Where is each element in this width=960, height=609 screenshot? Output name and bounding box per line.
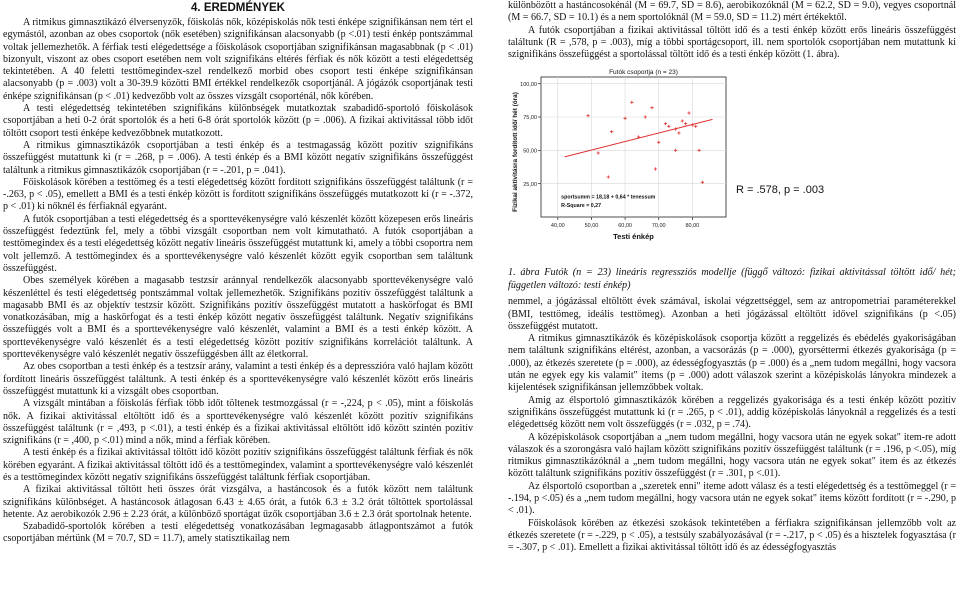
left-body-paragraph: A vizsgált mintában a főiskolás férfiak több időt töltenek testmozgással (r = -,224, p < .05), mint a főiskolás nők. A fizikai aktivitással eltöltött idő és a sporttevékenységre való készenlét között pozitív szignifikáns összefüggést találtunk (r = ,493, p <.01), a testi énkép és a fizikai aktivitással eltöltött idő között szintén pozitív szignifikáns (r = ,400, p <.01) mind a nők, mind a férfiak körében. xyxy=(3,398,473,447)
y-tick-label: 75,00 xyxy=(523,115,537,122)
x-tick-label: 70,00 xyxy=(651,223,666,230)
figure-caption: 1. ábra Futók (n = 23) lineáris regressziós modellje (függő változó: fizikai aktivitással töltött idő/ hét; független változó: testi énkép) xyxy=(508,267,956,291)
left-body xyxy=(3,17,473,546)
chart-title: Futók csoportja (n = 23) xyxy=(609,69,678,77)
x-tick-label: 40,00 xyxy=(550,223,565,230)
left-body-paragraph: A testi elégedettség tekintetében szignifikáns különbségek mutatkoztak szabadidő-sportoló főiskolások csoportjában a heti 0-2 órát sportolók és a heti 6-8 órát sportolók között (p = .006). A fizikai aktivitással több időt töltött csoport testi énképe kedvezőbbnek mutatkozott. xyxy=(3,103,473,139)
right-body-paragraph: nemmel, a jógázással eltöltött évek számával, iskolai végzettséggel, sem az antropometriai paraméterekkel (BMI, testtömeg, ideális testtömeg). Azonban a heti jógázással eltöltött idővel szignifikáns (p <.05) összefüggést mutatott. xyxy=(508,296,956,332)
r-value-label: R = .578, p = .003 xyxy=(736,184,825,197)
y-tick-label: 50,00 xyxy=(523,149,537,156)
left-body-paragraph: Obes személyek körében a magasabb testzsír aránnyal rendelkezők alacsonyabb sporttevékenységre való készenléttel és testi elégedettség pontszámmal voltak jellemezhetők. Szignifikáns pozitív összefüggést találtunk a magasabb BMI és az objektív testzsír között. Szignifikáns pozitív összefüggést mutatott a haskörfogat és BMI vonatkozásában, míg a haskörfogat és a testi énkép között negatív összefüggést találtunk. Negatív szignifikáns összefüggés volt a BMI és a sporttevékenységre való készenlét, valamint a BMI és a testi énkép között. A sporttevékenységre való készenlét és a testi elégedettség között pozitív szignifikáns korrelációt találtunk. A sporttevékenységre való készenlét negatív összefüggésben állt az életkorral. xyxy=(3,275,473,361)
left-body-paragraph: Szabadidő-sportolók körében a testi elégedettség vonatkozásában legmagasabb átlagpontszámot a futók csoportjában mértünk (M = 70.7, SD = 11.7), amely statisztikailag nem xyxy=(3,521,473,545)
right-body-paragraph: Az élsportoló csoportban a „szeretek enni" iteme adott válasz és a testi elégedettség és a testtömeggel (r = -.194, p <.05) és a „nem tudom megállni, hogy vacsora után ne egyek sokat" items között fordított (r = -.290, p < .01). xyxy=(508,480,956,517)
right-body-paragraph: Főiskolások körében az étkezési szokások tekintetében a férfiakra szignifikánsan jellemzőbb volt az étkezés szeretete (r = -.229, p < .05), a testsúly szabályozásával (r = -.217, p < .05) és a hisztelek fogyasztása (r = -.307, p < .01). Emellett a fizikai aktivitással töltött idő és az édességfogyasztás xyxy=(508,517,956,554)
x-tick-label: 60,00 xyxy=(618,223,632,230)
regression-equation: sportsumm = 18,18 + 0,64 * tenessum xyxy=(561,194,656,201)
right-paragraph-2: A futók csoportjában a fizikai aktivitással töltött idő és a testi énkép között erős lineáris összefüggést találtunk (R = ,578, p = .003), míg a többi sportágcsoport, ill. nem sportolók csoportjában nem mutattunk ki szignifikáns összefüggést a sportolással töltött idő és a testi énkép között (1. ábra). xyxy=(508,24,956,61)
section-heading: 4. EREDMÉNYEK xyxy=(191,2,285,14)
right-body-paragraph: A ritmikus gimnasztikázók és középiskolások csoportja között a reggelizés és ebédelés gyakoriságában nem találtunk szignifikáns eltérést, azonban, a vacsorázás (p = .000), gyorséttermi étkezés gyakorisága (p = .000), az étkezés szeretete (p = .000), az édességfogyasztás (p = .000) és a „nem tudom megállni, hogy vacsora után ne egyek egy kis valamit" items (p = .000) adott válaszok szerint a középiskolás lányokra mindezek a kijelentések szignifikánsan jellemzőbbek voltak. xyxy=(508,333,956,394)
x-tick-label: 50,00 xyxy=(584,223,599,230)
x-tick-label: 80,00 xyxy=(685,223,700,230)
y-tick-label: 25,00 xyxy=(523,182,537,189)
left-body-paragraph: A futók csoportjában a testi elégedettség és a sporttevékenységre való készenlét között közepesen erős lineáris összefüggést fedeztünk fel, mely a többi vizsgált csoportban nem volt kimutatható. A futók csoportjában a testtömegindex és a testi elégedettség között negatív lineáris összefüggést mutattunk ki, amely a többi csoportra nem volt jellemző. A testtömegindex és a sporttevékenységre való készenlét között egyik csoportban sem találtunk összefüggést. xyxy=(3,213,473,274)
left-body-paragraph: A fizikai aktivitással töltött heti összes órát vizsgálva, a hastáncosok és a futók között nem találtunk szignifikáns különbséget. A hastáncosok átlagosan 6.43 ± 4.65 órát, a futók 6.3 ± 3.2 órát töltöttek sportolással hetente. Az aerobikozók 2.96 ± 2.23 órát, a különböző sportágat űzők csoportjában 3.6 ± 2.3 órát sportolnak hetente. xyxy=(3,484,473,520)
x-axis-label: Testi énkép xyxy=(613,232,654,242)
right-column xyxy=(508,0,956,555)
right-body-paragraph: Amig az élsportoló gimnasztikázók körében a reggelizés gyakorisága és a testi énkép között pozitív szignifikáns összefüggést mutattunk ki (r = .265, p < .01), addig középiskolás lányoknál a reggelizés és a testi elégedettség között nem volt összefüggés (r = .032, p = .74). xyxy=(508,394,956,431)
left-body-paragraph: A testi énkép és a fizikai aktivitással töltött idő között pozitív szignifikáns összefüggést találtunk férfiak és nők körében egyaránt. A fizikai aktivitással töltött idő és a testtömegindex, valamint a sporttevékenységre való készenlét és a testtömegindex között negatív szignifikáns összefüggést találtunk férfiak csoportjában. xyxy=(3,447,473,483)
left-body-paragraph: A ritmikus gimnasztikázók csoportjában a testi énkép és a testmagasság között pozitív szignifikáns összefüggést mutattunk ki (r = .268, p = .006). A testi énkép és a BMI között negatív szignifikáns összefüggést találtunk a ritmikus gimnasztikázók csoportjában (r = -.201, p = .041). xyxy=(3,139,473,176)
left-body-paragraph: Főiskolások körében a testtömeg és a testi elégedettség között fordított szignifikáns összefüggést találtunk (r = -.263, p < .05), emellett a BMI és a testi énkép között is fordított szignifikáns összefüggés mutatkozott ki (r = -.372, p < .01) ki nőknél és férfiaknál egyaránt. xyxy=(3,176,473,213)
right-body xyxy=(508,296,956,554)
left-body-paragraph: A ritmikus gimnasztikázó élversenyzők, főiskolás nők, középiskolás nők testi énképe szignifikánsan nem tért el egymástól, azonban az obes csoportok (nők esetében) szignifikánsan alacsonyabb (p <.01) testi énkép pontszámmal voltak jellemezhetők. A férfiak testi elégedettsége a főiskolások csoportjában szignifikánsan magasabbnak (p < .01) bizonyult, viszont az obes csoport esetében nem volt szignifikáns eltérés férfiak és nők között a testi elégedettség tekintetében. A 40 feletti testtömegindex-szel rendelkező morbid obes csoport testi énképe szignifikánsan alacsonyabb (p = .003) volt a 30-39.9 közötti BMI értékkel rendelkezők csoportjánál. A jógázók csoportjának testi énképe szignifikánsan (p < .01) kedvezőbb volt az összes vizsgált csoporténál, nők körében. xyxy=(3,17,473,102)
y-axis-label: Fizikai aktivitásra fordított idő/ hét (óra) xyxy=(512,92,519,213)
left-column xyxy=(3,0,473,546)
left-body-paragraph: Az obes csoportban a testi énkép és a testzsír arány, valamint a testi énkép és a depresszióra való hajlam között fordított lineáris összefüggést találtunk. A testi énkép és a sporttevékenységre való készenlét között erős lineáris összefüggést mutattunk ki a vizsgált obes csoportban. xyxy=(3,361,473,397)
y-tick-label: 100,00 xyxy=(520,82,537,89)
figure-1 xyxy=(508,65,956,263)
right-top-paragraph: különbözött a hastáncosokénál (M = 69.7, SD = 8.6), aerobikozóknál (M = 62.2, SD = 9.0), vegyes csoportnál (M = 66.7, SD = 10.1) és a nem sportolóknál (M = 59.0, SD = 11.2) mért értékektől. xyxy=(508,0,956,24)
r-square-label: R-Square = 0,27 xyxy=(561,203,602,210)
right-body-paragraph: A középiskolások csoportjában a „nem tudom megállni, hogy vacsora után ne egyek sokat" item-re adott válaszok és a szorongásra való hajlam között szignifikáns pozitív összefüggést találtunk (r = .196, p <.05), míg ritmikus gimnasztikázóknál a „nem tudom megállni, hogy vacsora után ne egyek sokat" item és az étkezés között találtunk szignifikáns pozitív összefüggést (r = .301, p <.01). xyxy=(508,431,956,480)
scatter-chart xyxy=(508,65,733,263)
